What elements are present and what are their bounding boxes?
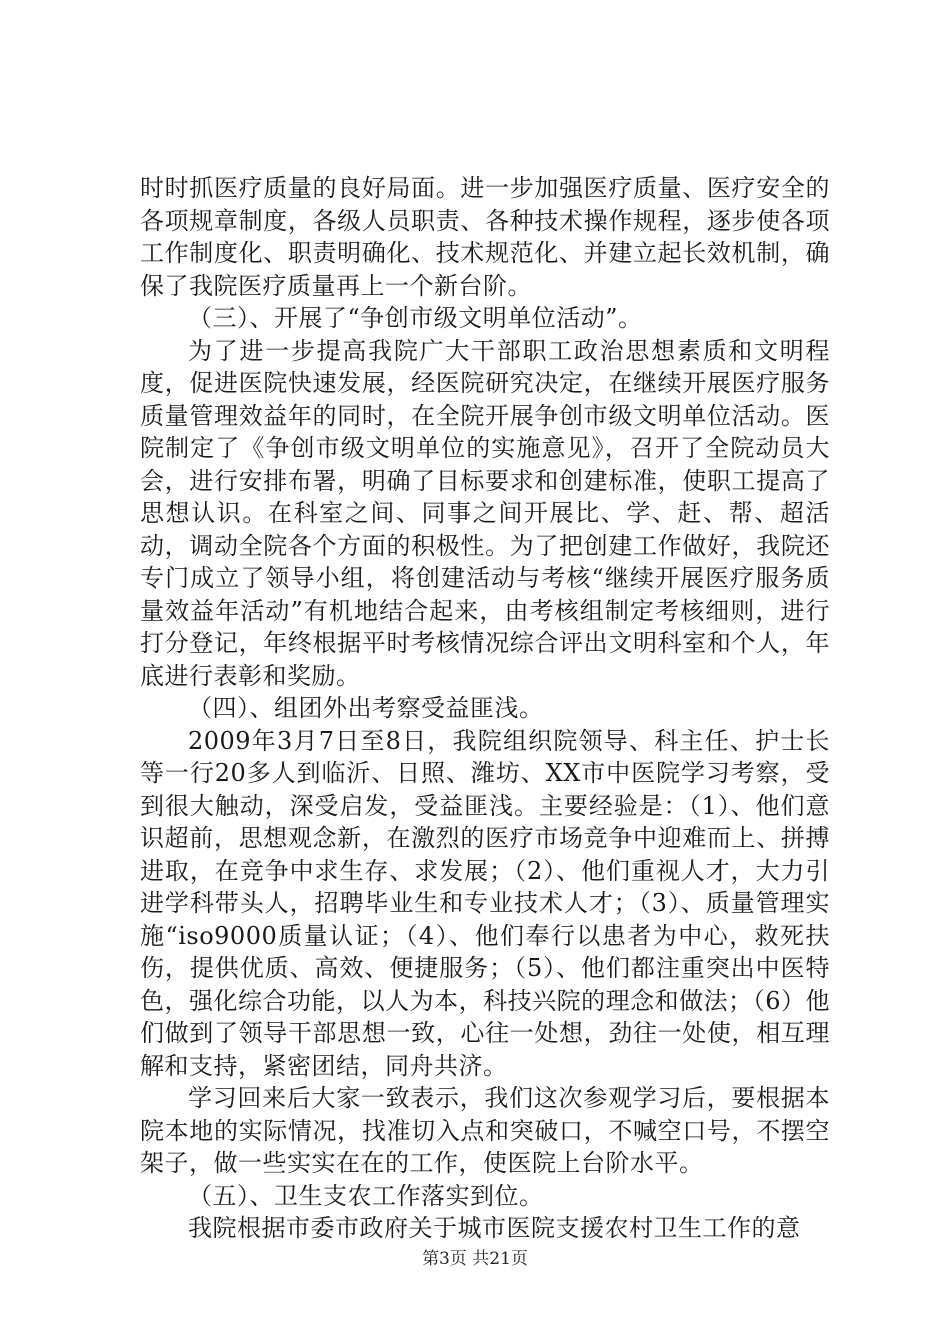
document-body: [140, 172, 830, 1245]
section-heading-5: （五）、卫生支农工作落实到位。: [188, 1181, 544, 1210]
paragraph-4: 学习回来后大家一致表示，我们这次参观学习后，要根据本院本地的实际情况，找准切入点和突破口，不喊空口号，不摆空架子，做一些实实在在的工作，使医院上台阶水平。: [140, 1084, 830, 1177]
paragraph-3: 2009年3月7日至8日，我院组织院领导、科主任、护士长等一行20多人到临沂、日照、潍坊、XX市中医院学习考察，受到很大触动，深受启发，受益匪浅。主要经验是：（1）、他们意识超前，思想观念新，在激烈的医疗市场竞争中迎难而上、拼搏进取，在竞争中求生存、求发展；（2）、他们重视人才，大力引进学科带头人，招聘毕业生和专业技术人才；（3）、质量管理实施“iso9000质量认证；（4）、他们奉行以患者为中心，救死扶伤，提供优质、高效、便捷服务；（5）、他们都注重突出中医特色，强化综合功能，以人为本，科技兴院的理念和做法；（6）他们做到了领导干部思想一致，心往一处想，劲往一处使，相互理解和支持，紧密团结，同舟共济。: [140, 726, 830, 1080]
section-heading-3: （三）、开展了“争创市级文明单位活动”。: [188, 304, 643, 332]
paragraph-2: 为了进一步提高我院广大干部职工政治思想素质和文明程度，促进医院快速发展，经医院研究决定，在继续开展医疗服务质量管理效益年的同时，在全院开展争创市级文明单位活动。医院制定了《争创市级文明单位的实施意见》，召开了全院动员大会，进行安排布署，明确了目标要求和创建标准，使职工提高了思想认识。在科室之间、同事之间开展比、学、赶、帮、超活动，调动全院各个方面的积极性。为了把创建工作做好，我院还专门成立了领导小组，将创建活动与考核“继续开展医疗服务质量效益年活动”有机地结合起来，由考核组制定考核细则，进行打分登记，年终根据平时考核情况综合评出文明科室和个人，年底进行表彰和奖励。: [140, 336, 830, 690]
section-heading-4: （四）、组团外出考察受益匪浅。: [188, 694, 544, 722]
paragraph-5: 我院根据市委市政府关于城市医院支援农村卫生工作的意: [188, 1214, 801, 1242]
paragraph-1: 时时抓医疗质量的良好局面。进一步加强医疗质量、医疗安全的各项规章制度，各级人员职责、各种技术操作规程，逐步使各项工作制度化、职责明确化、技术规范化、并建立起长效机制，确保了我院医疗质量再上一个新台阶。: [140, 174, 830, 300]
page-footer: 第3页 共21页: [422, 1249, 528, 1269]
